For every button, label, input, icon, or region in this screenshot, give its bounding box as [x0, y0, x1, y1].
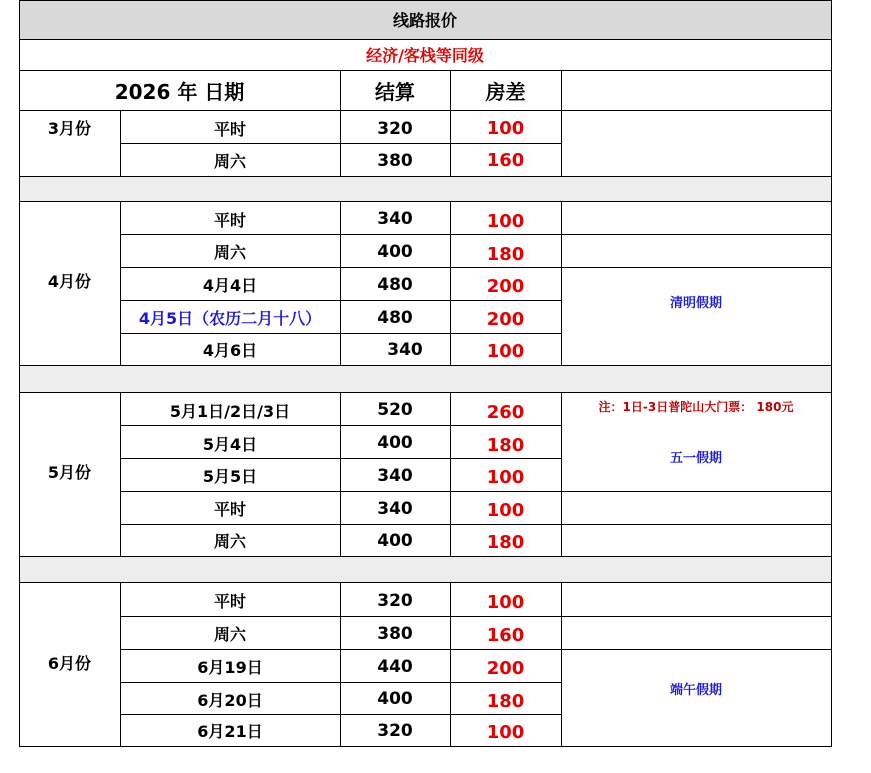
row-date: 6月20日: [197, 690, 263, 710]
grid-line: [19, 176, 832, 177]
grid-line: [561, 201, 562, 366]
month-separator: [19, 176, 831, 201]
holiday-note: 端午假期: [669, 682, 722, 698]
row-room-diff: 100: [486, 500, 525, 521]
column-header-room-diff: 房差: [485, 79, 526, 104]
row-room-diff: 100: [486, 210, 525, 232]
grid-line: [19, 110, 832, 111]
grid-line: [450, 582, 451, 747]
row-price: 320: [377, 720, 413, 741]
table-title: 线路报价: [392, 11, 457, 30]
row-date: 5月5日: [202, 467, 258, 486]
grid-line: [19, 365, 832, 366]
row-price: 400: [377, 689, 413, 709]
ticket-note: 注：1日-3日普陀山大门票： 180元: [598, 399, 794, 414]
grid-line: [19, 0, 20, 747]
grid-line: [120, 110, 121, 177]
row-room-diff: 180: [486, 244, 525, 265]
grid-line: [340, 70, 341, 177]
row-room-diff: 200: [486, 276, 525, 297]
grid-line: [120, 616, 832, 617]
month-label: 5月份: [47, 462, 92, 482]
row-date: 平时: [213, 210, 246, 230]
holiday-note: 清明假期: [669, 295, 722, 311]
grid-line: [19, 746, 832, 747]
grid-line: [561, 70, 562, 177]
grid-line: [19, 556, 832, 557]
row-date: 周六: [213, 152, 246, 171]
grid-line: [19, 582, 832, 583]
grid-line: [120, 649, 832, 650]
row-room-diff: 100: [486, 467, 525, 488]
month-label: 4月份: [47, 271, 92, 291]
row-price: 480: [377, 307, 413, 328]
grid-line: [340, 392, 341, 557]
row-price: 380: [377, 623, 413, 644]
row-room-diff: 180: [486, 690, 525, 712]
grid-line: [120, 201, 121, 366]
row-price: 340: [377, 465, 413, 486]
grid-line: [561, 582, 562, 747]
row-room-diff: 100: [486, 592, 525, 613]
grid-line: [831, 0, 832, 747]
grid-line: [120, 524, 832, 525]
row-room-diff: 100: [486, 341, 525, 362]
row-price: 440: [377, 656, 413, 677]
row-room-diff: 180: [486, 532, 525, 553]
month-separator: [19, 365, 831, 392]
grid-line: [19, 392, 832, 393]
row-date: 5月4日: [202, 434, 258, 454]
grid-line: [340, 201, 341, 366]
column-header-date: 2026 年 日期: [114, 79, 245, 104]
row-date: 5月1日/2日/3日: [169, 401, 291, 421]
row-date: 6月19日: [197, 658, 263, 677]
grid-line: [450, 201, 451, 366]
row-price: 400: [377, 433, 413, 453]
row-room-diff: 200: [486, 309, 525, 330]
grid-line: [340, 582, 341, 747]
grid-line: [19, 0, 832, 1]
month-label: 3月份: [47, 118, 92, 138]
row-room-diff: 160: [486, 150, 525, 171]
grid-line: [561, 392, 562, 557]
row-room-diff: 180: [486, 434, 525, 456]
row-price: 320: [377, 118, 413, 139]
row-price: 380: [377, 150, 413, 171]
grid-line: [450, 70, 451, 177]
month-label: 6月份: [47, 653, 92, 673]
month-separator: [19, 556, 831, 582]
row-room-diff: 260: [486, 401, 525, 423]
row-date: 周六: [213, 243, 246, 262]
row-room-diff: 160: [486, 625, 525, 646]
grid-line: [19, 39, 832, 40]
row-date: 平时: [213, 500, 246, 519]
grid-line: [19, 201, 832, 202]
row-price: 340: [387, 339, 423, 360]
row-price: 340: [377, 498, 413, 519]
row-price: 400: [377, 530, 413, 551]
table-subtitle: 经济/客栈等同级: [366, 46, 484, 65]
grid-line: [120, 392, 121, 557]
row-date: 4月5日（农历二月十八）: [138, 309, 322, 328]
row-price: 340: [377, 209, 413, 229]
row-date: 4月4日: [202, 276, 258, 295]
grid-line: [120, 234, 832, 235]
row-price: 400: [377, 241, 413, 262]
row-date: 周六: [213, 532, 246, 551]
grid-line: [450, 392, 451, 557]
grid-line: [120, 491, 832, 492]
row-price: 520: [377, 400, 413, 420]
row-price: 320: [377, 590, 413, 611]
column-header-settlement: 结算: [375, 79, 415, 104]
row-date: 平时: [213, 592, 246, 611]
row-room-diff: 100: [486, 722, 525, 743]
grid-line: [120, 267, 832, 268]
holiday-note: 五一假期: [669, 450, 722, 466]
grid-line: [120, 582, 121, 747]
row-date: 平时: [213, 120, 246, 139]
row-date: 周六: [213, 625, 246, 644]
column-header-note: [561, 70, 831, 110]
row-price: 480: [377, 274, 413, 295]
row-date: 6月21日: [197, 722, 263, 741]
row-date: 4月6日: [202, 341, 258, 360]
row-room-diff: 200: [486, 658, 525, 679]
grid-line: [19, 70, 832, 71]
row-room-diff: 100: [486, 118, 525, 139]
